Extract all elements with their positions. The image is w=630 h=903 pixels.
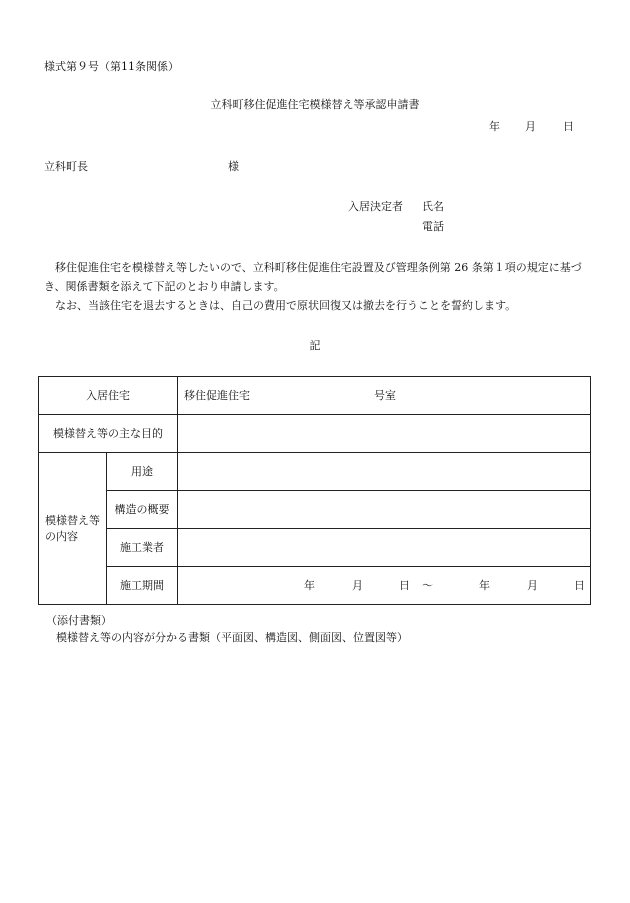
table-row bbox=[39, 377, 591, 415]
applicant-label: 入居決定者 bbox=[348, 200, 403, 213]
table-row bbox=[39, 567, 591, 605]
period-end-year: 年 bbox=[479, 579, 490, 592]
addressee-suffix: 様 bbox=[228, 160, 239, 173]
table-row bbox=[39, 491, 591, 529]
period-end-month: 月 bbox=[527, 579, 538, 592]
contractor-label: 施工業者 bbox=[107, 529, 178, 567]
document-title: 立科町移住促進住宅模様替え等承認申請書 bbox=[210, 98, 420, 111]
residence-value: 移住促進住宅 bbox=[184, 388, 250, 402]
room-label: 号室 bbox=[374, 389, 396, 402]
period-start-month: 月 bbox=[352, 579, 363, 592]
statement-paragraph: 移住促進住宅を模様替え等したいので、立科町移住促進住宅設置及び管理条例第 26 条第１項の規定に基づき、関係書類を添えて下記のとおり申請します。 bbox=[44, 261, 582, 293]
period-start-year: 年 bbox=[304, 579, 315, 592]
use-label: 用途 bbox=[107, 453, 178, 491]
attachments-heading: （添付書類） bbox=[46, 614, 112, 627]
use-input-cell bbox=[178, 453, 591, 491]
applicant-name-label: 氏名 bbox=[422, 200, 444, 213]
date-year: 年 bbox=[489, 120, 500, 133]
attachments-item: 模様替え等の内容が分かる書類（平面図、構造図、側面図、位置図等） bbox=[56, 631, 408, 644]
date-day: 日 bbox=[563, 120, 574, 133]
period-start-day: 日 bbox=[399, 579, 410, 592]
period-tilde: ～ bbox=[422, 579, 433, 592]
period-label: 施工期間 bbox=[107, 567, 178, 605]
ki-heading: 記 bbox=[309, 339, 321, 352]
date-month: 月 bbox=[525, 120, 536, 133]
pledge-paragraph: なお、当該住宅を退去するときは、自己の費用で原状回復又は撤去を行うことを誓約します。 bbox=[55, 299, 517, 312]
residence-cell bbox=[178, 377, 591, 415]
table-row bbox=[39, 453, 591, 491]
applicant-phone-label: 電話 bbox=[422, 220, 444, 233]
structure-label: 構造の概要 bbox=[107, 491, 178, 529]
residence-label: 入居住宅 bbox=[39, 377, 178, 415]
purpose-label: 模様替え等の主な目的 bbox=[39, 415, 178, 453]
purpose-input-cell bbox=[178, 415, 591, 453]
table-row bbox=[39, 529, 591, 567]
period-cell bbox=[178, 567, 591, 605]
form-number: 様式第９号（第11条関係） bbox=[44, 60, 179, 73]
structure-input-cell bbox=[178, 491, 591, 529]
table-row bbox=[39, 415, 591, 453]
contractor-input-cell bbox=[178, 529, 591, 567]
application-table bbox=[38, 376, 591, 605]
content-label: 模様替え等の内容 bbox=[39, 453, 107, 605]
period-end-day: 日 bbox=[574, 579, 585, 592]
addressee: 立科町長 bbox=[44, 160, 88, 173]
